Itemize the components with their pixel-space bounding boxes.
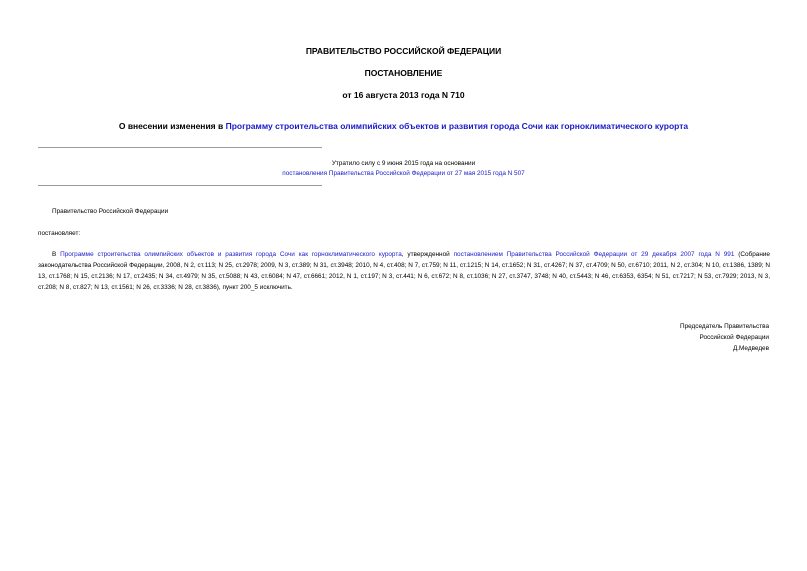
body-decree-link[interactable]: постановлением Правительства Российской Федерации от 29 декабря 2007 года N 991 <box>453 251 735 258</box>
body-rest: (Собрание законодательства Российской Федерации, 2008, N 2, ст.113; N 25, ст.2978; 2009, N 3, ст.389; N 31, ст.3948; 2010, N 4, ст.408; N 7, ст.759; N 11, ст.1215; N 14, ст.1652; N 31, ст.4267; N 37, ст.4709; N 50, ст.6710; 2011, N 2, ст.304; N 10, ст.1386, 1389; N 13, ст.1768; N 15, ст.2136; N 17, ст.2435; N 34, ст.4979; N 35, ст.5088; N 43, ст.6084; N 47, ст.6661; 2012, N 1, ст.197; N 3, ст.441; N 6, ст.672; N 8, ст.1036; N 27, ст.3747, 3748; N 40, ст.5443; N 46, ст.6353, 6354; N 51, ст.7217; N 53, ст.7929; 2013, N 3, ст.208; N 8, ст.827; N 13, ст.1561; N 26, ст.3336; N 28, ст.3836), пункт 200_5 исключить. <box>38 251 770 291</box>
body-middle: , утвержденной <box>401 251 454 258</box>
status-note: Утратило силу с 9 июня 2015 года на основании <box>331 160 476 167</box>
body-paragraph <box>38 249 770 293</box>
preamble-government: Правительство Российской Федерации <box>52 208 169 215</box>
program-link[interactable]: Программу строительства олимпийских объектов и развития города Сочи как горноклиматического курорта <box>225 121 689 131</box>
preamble-resolves: постановляет: <box>38 230 81 237</box>
repeal-decree-link[interactable]: постановления Правительства Российской Федерации от 27 мая 2015 года N 507 <box>282 170 525 177</box>
signature-name: Д.Медведев <box>732 345 769 352</box>
signature-org: Российской Федерации <box>699 334 769 341</box>
status-note-link-line <box>0 170 807 177</box>
document-type: ПОСТАНОВЛЕНИЕ <box>364 68 443 78</box>
document-date-number: от 16 августа 2013 года N 710 <box>342 90 465 100</box>
bottom-divider <box>38 185 322 186</box>
document-header-org: ПРАВИТЕЛЬСТВО РОССИЙСКОЙ ФЕДЕРАЦИИ <box>305 46 502 56</box>
signature-block <box>680 321 769 354</box>
body-prefix: В <box>52 251 61 258</box>
signature-title: Председатель Правительства <box>680 323 769 330</box>
top-divider <box>38 147 322 148</box>
title-prefix: О внесении изменения в <box>118 121 226 131</box>
document-title <box>0 121 807 131</box>
body-program-link[interactable]: Программе строительства олимпийских объектов и развития города Сочи как горноклиматического курорта <box>60 251 402 258</box>
